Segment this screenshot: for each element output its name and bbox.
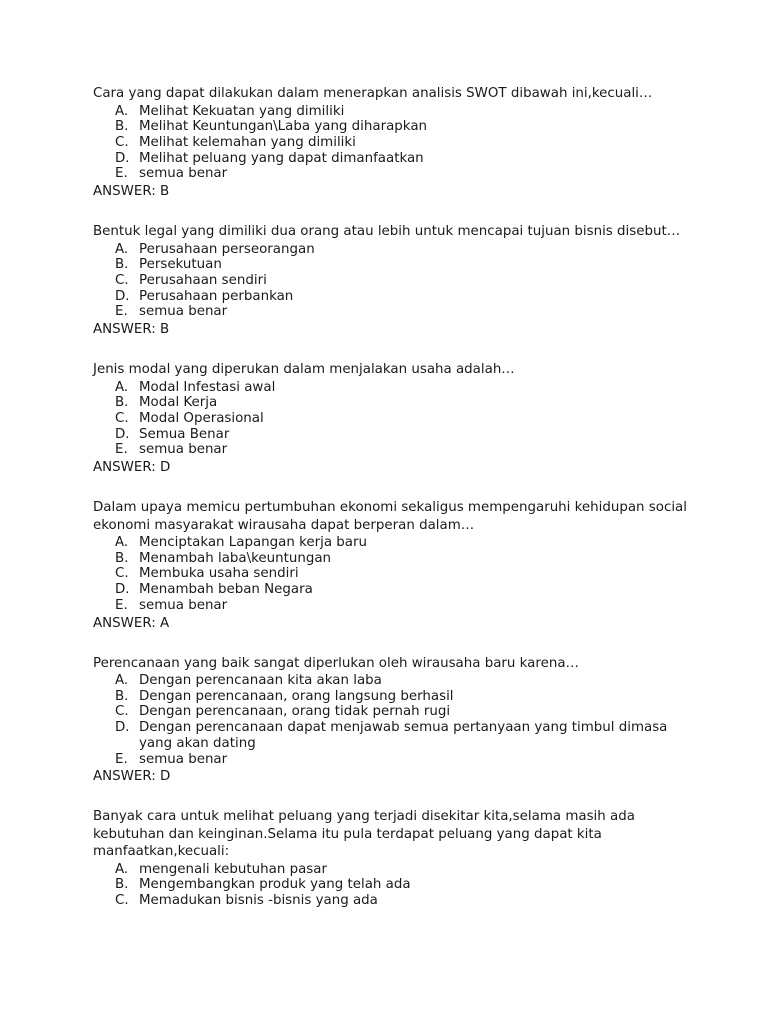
option-letter: E. xyxy=(115,442,128,458)
option-item xyxy=(93,242,693,258)
option-text: semua benar xyxy=(139,304,228,320)
question-text: Perencanaan yang baik sangat diperlukan oleh wirausaha baru karena… xyxy=(93,655,579,671)
answer-key: ANSWER: B xyxy=(93,184,170,200)
question-block xyxy=(93,223,693,339)
option-item xyxy=(93,752,693,768)
option-letter: A. xyxy=(115,103,129,119)
option-text: Mengembangkan produk yang telah ada xyxy=(139,877,411,893)
answer-key: ANSWER: D xyxy=(93,769,171,785)
answer-key: ANSWER: D xyxy=(93,460,171,476)
option-text: Modal Operasional xyxy=(139,410,264,426)
question-block xyxy=(93,499,693,632)
answer-key: ANSWER: B xyxy=(93,322,170,338)
option-letter: C. xyxy=(115,893,129,909)
option-text: Perusahaan perbankan xyxy=(139,288,294,304)
option-text: semua benar xyxy=(139,166,228,182)
option-letter: C. xyxy=(115,272,129,288)
option-item xyxy=(93,427,693,443)
option-text: Modal Kerja xyxy=(139,395,218,411)
option-item xyxy=(93,273,693,289)
option-letter: A. xyxy=(115,379,129,395)
option-item xyxy=(93,104,693,120)
option-letter: B. xyxy=(115,257,129,273)
option-letter: C. xyxy=(115,704,129,720)
question-text: Banyak cara untuk melihat peluang yang terjadi disekitar kita,selama masih ada kebutuhan dan keinginan.Selama itu pula terdapat peluang yang dapat kita manfaatkan,kecuali: xyxy=(93,809,635,860)
answer-key: ANSWER: A xyxy=(93,615,170,631)
option-item xyxy=(93,151,693,167)
option-item xyxy=(93,893,693,909)
option-list xyxy=(93,104,693,183)
option-letter: B. xyxy=(115,877,129,893)
option-letter: E. xyxy=(115,751,128,767)
question-block xyxy=(93,361,693,477)
option-item xyxy=(93,289,693,305)
option-letter: E. xyxy=(115,166,128,182)
option-letter: B. xyxy=(115,550,129,566)
document-page xyxy=(93,85,693,931)
option-text: Persekutuan xyxy=(139,257,222,273)
option-text: Menambah laba\keuntungan xyxy=(139,550,332,566)
option-letter: A. xyxy=(115,535,129,551)
option-letter: A. xyxy=(115,673,129,689)
option-list xyxy=(93,862,693,909)
option-letter: E. xyxy=(115,597,128,613)
option-letter: D. xyxy=(115,426,130,442)
option-letter: C. xyxy=(115,134,129,150)
option-text: semua benar xyxy=(139,751,228,767)
option-list xyxy=(93,380,693,459)
option-text: Perusahaan perseorangan xyxy=(139,241,315,257)
option-item xyxy=(93,582,693,598)
option-text: Dengan perencanaan, orang tidak pernah rugi xyxy=(139,704,451,720)
option-text: Membuka usaha sendiri xyxy=(139,566,299,582)
option-letter: D. xyxy=(115,582,130,598)
option-text: Melihat peluang yang dapat dimanfaatkan xyxy=(139,150,424,166)
option-text: Semua Benar xyxy=(139,426,230,442)
question-text: Bentuk legal yang dimiliki dua orang atau lebih untuk mencapai tujuan bisnis disebut… xyxy=(93,224,681,240)
option-letter: C. xyxy=(115,566,129,582)
option-text: Perusahaan sendiri xyxy=(139,272,267,288)
option-list xyxy=(93,242,693,321)
question-block xyxy=(93,85,693,201)
option-letter: D. xyxy=(115,150,130,166)
option-text: Melihat Kekuatan yang dimiliki xyxy=(139,103,345,119)
question-block xyxy=(93,655,693,786)
option-letter: E. xyxy=(115,304,128,320)
question-block xyxy=(93,808,693,909)
option-letter: D. xyxy=(115,720,130,736)
option-item xyxy=(93,304,693,320)
option-letter: B. xyxy=(115,119,129,135)
option-letter: A. xyxy=(115,241,129,257)
option-text: semua benar xyxy=(139,597,228,613)
option-item xyxy=(93,673,693,689)
option-item xyxy=(93,720,693,751)
option-item xyxy=(93,551,693,567)
option-item xyxy=(93,862,693,878)
option-text: Menciptakan Lapangan kerja baru xyxy=(139,535,367,551)
option-item xyxy=(93,704,693,720)
option-item xyxy=(93,689,693,705)
option-item xyxy=(93,166,693,182)
option-text: Dengan perencanaan kita akan laba xyxy=(139,673,382,689)
option-letter: D. xyxy=(115,288,130,304)
question-text: Jenis modal yang diperukan dalam menjalakan usaha adalah… xyxy=(93,362,515,378)
option-text: Memadukan bisnis -bisnis yang ada xyxy=(139,893,378,909)
option-text: Melihat Keuntungan\Laba yang diharapkan xyxy=(139,119,428,135)
option-item xyxy=(93,135,693,151)
option-text: semua benar xyxy=(139,442,228,458)
option-item xyxy=(93,535,693,551)
option-list xyxy=(93,535,693,614)
question-text: Dalam upaya memicu pertumbuhan ekonomi sekaligus mempengaruhi kehidupan social ekonomi masyarakat wirausaha dapat berperan dalam… xyxy=(93,500,687,533)
option-text: Dengan perencanaan, orang langsung berhasil xyxy=(139,688,454,704)
option-letter: C. xyxy=(115,410,129,426)
option-item xyxy=(93,566,693,582)
option-item xyxy=(93,877,693,893)
option-item xyxy=(93,380,693,396)
option-item xyxy=(93,257,693,273)
option-text: Menambah beban Negara xyxy=(139,582,313,598)
option-text: mengenali kebutuhan pasar xyxy=(139,861,327,877)
option-item xyxy=(93,119,693,135)
option-text: Modal Infestasi awal xyxy=(139,379,276,395)
option-letter: B. xyxy=(115,688,129,704)
option-item xyxy=(93,442,693,458)
option-list xyxy=(93,673,693,767)
question-text: Cara yang dapat dilakukan dalam menerapkan analisis SWOT dibawah ini,kecuali… xyxy=(93,86,653,101)
option-item xyxy=(93,395,693,411)
option-letter: B. xyxy=(115,395,129,411)
option-item xyxy=(93,598,693,614)
option-text: Dengan perencanaan dapat menjawab semua pertanyaan yang timbul dimasa yang akan dating xyxy=(139,720,668,751)
option-letter: A. xyxy=(115,861,129,877)
option-text: Melihat kelemahan yang dimiliki xyxy=(139,134,356,150)
option-item xyxy=(93,411,693,427)
